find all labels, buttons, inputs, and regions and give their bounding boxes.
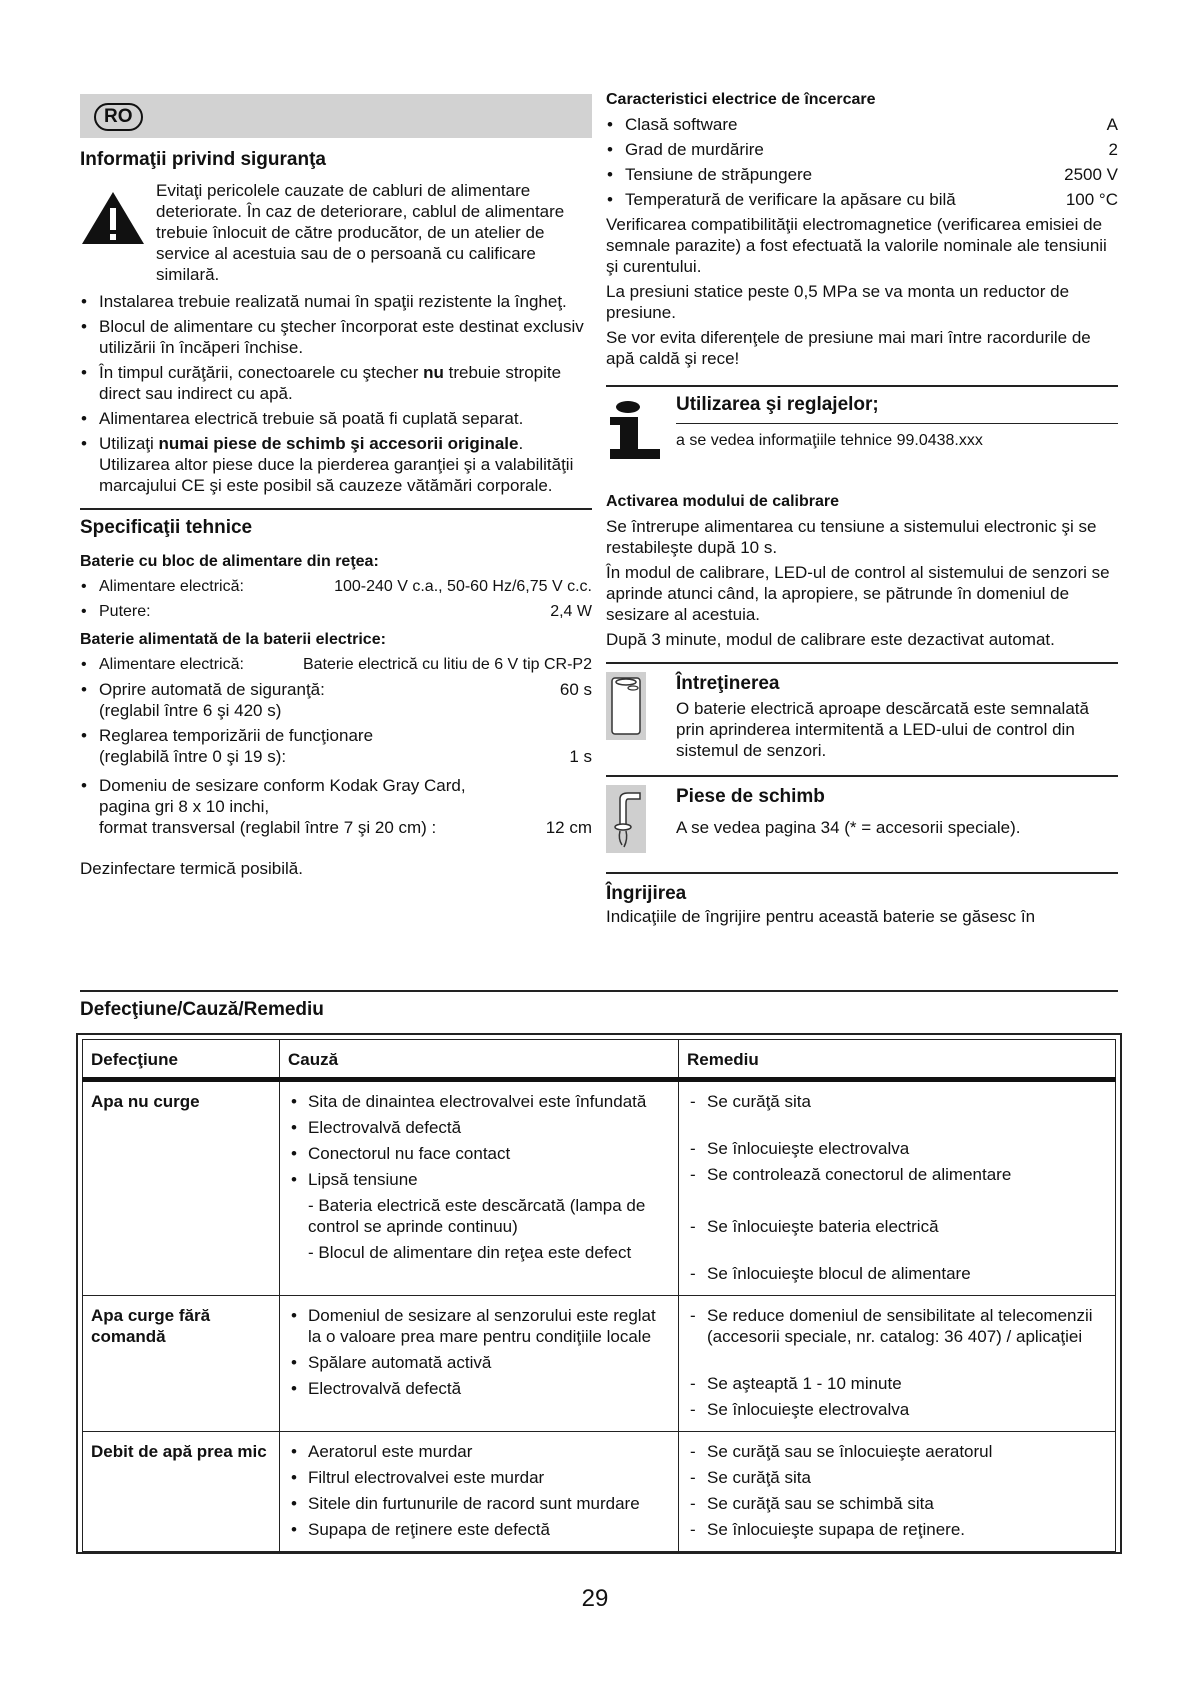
cause-cell [280, 1296, 679, 1432]
fault-cell: Apa curge fără comandă [83, 1296, 280, 1432]
safety-item: • Instalarea trebuie realizată numai în spaţii rezistente la îngheţ. [80, 291, 592, 312]
table-row [83, 1080, 1116, 1296]
page-number: 29 [581, 1585, 609, 1612]
cause-item: • Spălare automată activă [288, 1352, 670, 1373]
battery-list [80, 654, 592, 838]
table-row [83, 1432, 1116, 1552]
cause-item: • Sita de dinaintea electrovalvei este înfundată [288, 1091, 670, 1112]
remedy-item: - Se înlocuieşte supapa de reţinere. [687, 1519, 1107, 1540]
remedy-item: - Se înlocuieşte blocul de alimentare [687, 1263, 1107, 1284]
electrical-row: • Clasă software A [606, 114, 1118, 135]
fault-cell: Debit de apă prea mic [83, 1432, 280, 1552]
cause-item: • Aeratorul este murdar [288, 1441, 670, 1462]
cause-item: • Domeniul de sesizare al senzorului este reglat la o valoare prea mare pentru condiţiile locale [288, 1305, 670, 1347]
specs-title: Specificaţii tehnice [80, 517, 253, 538]
left-column [80, 94, 592, 879]
care-text: Indicaţiile de îngrijire pentru această baterie se găsesc în [606, 907, 1036, 926]
remedy-item: - Se reduce domeniul de sensibilitate al telecomenzii (accesorii speciale, nr. catalog: 36 407) / aplicaţiei [687, 1305, 1107, 1368]
remedy-cell [679, 1432, 1116, 1552]
safety-list [80, 291, 592, 496]
safety-item: • Blocul de alimentare cu ştecher încorporat este destinat exclusiv utilizării în încăperi închise. [80, 316, 592, 358]
usage-divider [676, 423, 1118, 451]
safety-item: • Alimentarea electrică trebuie să poată fi cuplată separat. [80, 408, 592, 429]
battery-supply: • Alimentare electrică: Baterie electrică cu litiu de 6 V tip CR-P2 [80, 654, 592, 675]
info-icon [606, 393, 676, 468]
electrical-row: • Grad de murdărire 2 [606, 139, 1118, 160]
cause-item: • Supapa de reţinere este defectă [288, 1519, 670, 1540]
cause-item: • Electrovalvă defectă [288, 1378, 670, 1399]
electrical-list [606, 114, 1118, 210]
remedy-item: - Se înlocuieşte electrovalva [687, 1138, 1107, 1159]
maintenance-text: O baterie electrică aproape descărcată este semnalată prin aprinderea intermitentă a LED-ului de control din sistemul de senzori. [676, 699, 1089, 760]
warning-triangle-icon [80, 180, 156, 285]
language-header-bar [80, 94, 592, 138]
remedy-item: - Se înlocuieşte bateria electrică [687, 1216, 1107, 1258]
maintenance-title: Întreţinerea [676, 673, 780, 694]
fault-table-header [83, 1040, 1116, 1080]
safety-item: • Utilizaţi numai piese de schimb şi accesorii originale. Utilizarea altor piese duce la pierderea garanţiei şi a valabilităţii marcajului CE şi este posibil să cauzeze vătămări corporale. [80, 433, 592, 496]
mains-list [80, 576, 592, 622]
mains-title: Baterie cu bloc de alimentare din reţea: [80, 553, 379, 570]
mains-power: • Putere: 2,4 W [80, 601, 592, 622]
remedy-item: - Se aşteaptă 1 - 10 minute [687, 1373, 1107, 1394]
delay: • Reglarea temporizării de funcţionare (reglabilă între 0 şi 19 s): 1 s [80, 725, 592, 767]
pressure-text: La presiuni statice peste 0,5 MPa se va monta un reductor de presiune. [606, 282, 1070, 322]
remedy-item: - Se curăţă sita [687, 1091, 1107, 1133]
care-section [606, 872, 1118, 927]
mains-supply: • Alimentare electrică: 100-240 V c.a., 50-60 Hz/6,75 V c.c. [80, 576, 592, 597]
usage-section [606, 385, 1118, 468]
right-column [606, 90, 1118, 927]
battery-pack-icon [606, 672, 676, 761]
maintenance-section [606, 662, 1118, 761]
fault-table [82, 1039, 1116, 1552]
calibration-p1: Se întrerupe alimentarea cu tensiune a sistemului electronic şi se restabileşte după 10 s. [606, 517, 1097, 557]
fault-table-frame [76, 1033, 1122, 1554]
fault-section-header [80, 990, 1118, 1022]
cause-item: • Conectorul nu face contact [288, 1143, 670, 1164]
cause-item: • Sitele din furtunurile de racord sunt murdare [288, 1493, 670, 1514]
cause-item: • Electrovalvă defectă [288, 1117, 670, 1138]
remedy-item: - Se înlocuieşte electrovalva [687, 1399, 1107, 1420]
cause-cell [280, 1080, 679, 1296]
header-remedy: Remediu [679, 1040, 1116, 1080]
electrical-row: • Temperatură de verificare la apăsare cu bilă 100 °C [606, 189, 1118, 210]
safety-warning [80, 180, 592, 285]
faucet-icon [606, 785, 676, 858]
header-cause: Cauză [280, 1040, 679, 1080]
header-fault: Defecţiune [83, 1040, 280, 1080]
safety-item: • În timpul curăţării, conectoarele cu ştecher nu trebuie stropite direct sau indirect cu apă. [80, 362, 592, 404]
calibration-p2: În modul de calibrare, LED-ul de control al sistemului de senzori se aprinde atunci când, la apropiere, se pătrunde în domeniul de sesizare al acestuia. [606, 563, 1110, 624]
electrical-title: Caracteristici electrice de încercare [606, 91, 876, 108]
fault-cell: Apa nu curge [83, 1080, 280, 1296]
table-row [83, 1296, 1116, 1432]
battery-title: Baterie alimentată de la baterii electrice: [80, 631, 386, 648]
cause-cell [280, 1432, 679, 1552]
cause-item: - Bateria electrică este descărcată (lampa de control se aprinde continuu) [308, 1196, 646, 1236]
electrical-row: • Tensiune de străpungere 2500 V [606, 164, 1118, 185]
remedy-cell [679, 1080, 1116, 1296]
cause-item: - Blocul de alimentare din reţea este defect [308, 1243, 632, 1262]
safety-title: Informaţii privind siguranţa [80, 149, 326, 170]
remedy-item: - Se curăţă sau se înlocuieşte aeratorul [687, 1441, 1107, 1462]
usage-title: Utilizarea şi reglajelor; [676, 394, 879, 415]
disinfection-text: Dezinfectare termică posibilă. [80, 859, 303, 878]
specs-section [80, 508, 592, 879]
pressure-diff-text: Se vor evita diferenţele de presiune mai mari între racordurile de apă caldă şi rece! [606, 328, 1091, 368]
cause-item: • Lipsă tensiune [288, 1169, 670, 1190]
spare-parts-title: Piese de schimb [676, 786, 825, 807]
language-badge: RO [94, 103, 143, 131]
usage-text: a se vedea informaţiile tehnice 99.0438.xxx [676, 432, 983, 449]
remedy-cell [679, 1296, 1116, 1432]
remedy-item: - Se curăţă sita [687, 1467, 1107, 1488]
sensing-range: • Domeniu de sesizare conform Kodak Gray Card, pagina gri 8 x 10 inchi, format transversal (reglabil între 7 şi 20 cm) : 12 cm [80, 775, 592, 838]
emc-text: Verificarea compatibilităţii electromagnetice (verificarea emisiei de semnale parazite) a fost efectuată la valorile nominale ale tensiunii şi curentului. [606, 215, 1107, 276]
cause-item: • Filtrul electrovalvei este murdar [288, 1467, 670, 1488]
spare-parts-text: A se vedea pagina 34 (* = accesorii speciale). [676, 818, 1021, 837]
remedy-item: - Se controlează conectorul de alimentare [687, 1164, 1107, 1185]
calibration-title: Activarea modului de calibrare [606, 493, 839, 510]
remedy-item: - Se curăţă sau se schimbă sita [687, 1493, 1107, 1514]
safety-warning-text: Evitaţi pericolele cauzate de cabluri de alimentare deteriorate. În caz de deteriorare, cablul de alimentare trebuie înlocuit de către producător, de un atelier de service al acestuia sau de o persoană cu calificare similară. [156, 181, 565, 284]
fault-table-title: Defecţiune/Cauză/Remediu [80, 999, 324, 1020]
calibration-p3: După 3 minute, modul de calibrare este dezactivat automat. [606, 630, 1055, 649]
care-title: Îngrijirea [606, 883, 687, 904]
spare-parts-section [606, 775, 1118, 858]
auto-stop: • Oprire automată de siguranţă: 60 s (reglabil între 6 şi 420 s) [80, 679, 592, 721]
